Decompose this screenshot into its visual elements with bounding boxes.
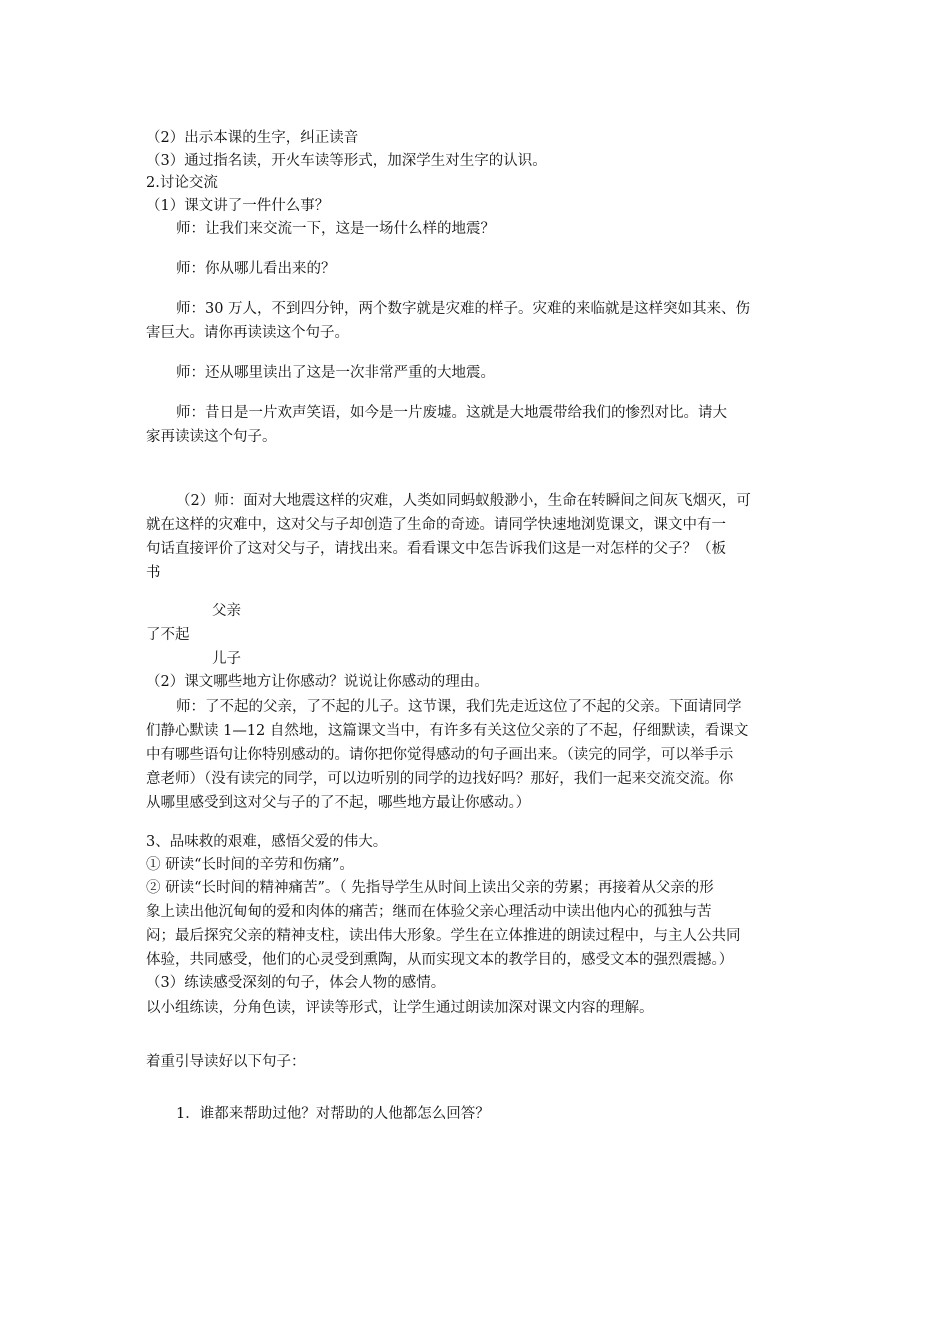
text-line: 闷；最后探究父亲的精神支柱，读出伟大形象。学生在立体推进的朗读过程中，与主人公共同: [146, 928, 741, 944]
board-item-son: 儿子: [212, 651, 241, 667]
text-line: （2）出示本课的生字，纠正读音: [146, 130, 359, 146]
list-item: 1．谁都来帮助过他？对帮助的人他都怎么回答？: [176, 1106, 490, 1122]
text-line: 书: [146, 565, 161, 581]
text-line: 着重引导读好以下句子：: [146, 1054, 306, 1070]
text-line: （2）师：面对大地震这样的灾难，人类如同蚂蚁般渺小，生命在转瞬间之间灰飞烟灭，可: [176, 493, 751, 509]
section-heading: 3、品味救的艰难，感悟父爱的伟大。: [146, 834, 388, 850]
text-line: 从哪里感受到这对父与子的了不起，哪些地方最让你感动。）: [146, 795, 531, 811]
text-line: 师：昔日是一片欢声笑语，如今是一片废墟。这就是大地震带给我们的惨烈对比。请大: [176, 405, 727, 421]
text-line: 师：了不起的父亲，了不起的儿子。这节课，我们先走近这位了不起的父亲。下面请同学: [176, 699, 742, 715]
text-line: 中有哪些语句让你特别感动的。请你把你觉得感动的句子画出来。（读完的同学，可以举手示: [146, 747, 734, 763]
text-line: 体验，共同感受，他们的心灵受到熏陶，从而实现文本的教学目的，感受文本的强烈震撼。）: [146, 952, 734, 968]
text-line: 以小组练读，分角色读，评读等形式，让学生通过朗读加深对课文内容的理解。: [146, 1000, 654, 1016]
board-item-great: 了不起: [146, 627, 190, 643]
text-line: 害巨大。请你再读读这个句子。: [146, 325, 349, 341]
text-line: 句话直接评价了这对父与子，请找出来。看看课文中怎告诉我们这是一对怎样的父子？（板: [146, 541, 726, 557]
text-line: ① 研读“长时间的辛劳和伤痛”。: [146, 857, 354, 873]
board-item-father: 父亲: [212, 603, 241, 619]
text-line: 们静心默读 1—12 自然地，这篇课文当中，有许多有关这位父亲的了不起，仔细默读，看课文: [146, 723, 749, 739]
text-line: （2）课文哪些地方让你感动？说说让你感动的理由。: [146, 674, 489, 690]
text-line: ② 研读“长时间的精神痛苦”。（ 先指导学生从时间上读出父亲的劳累；再接着从父亲的形: [146, 880, 714, 896]
text-line: 师：30 万人，不到四分钟，两个数字就是灾难的样子。灾难的来临就是这样突如其来、伤: [176, 301, 751, 317]
text-line: （1）课文讲了一件什么事？: [146, 198, 330, 214]
section-heading: 2.讨论交流: [146, 175, 218, 191]
text-line: 师：让我们来交流一下，这是一场什么样的地震？: [176, 221, 495, 237]
text-line: 象上读出他沉甸甸的爱和肉体的痛苦；继而在体验父亲心理活动中读出他内心的孤独与苦: [146, 904, 712, 920]
text-line: 师：你从哪儿看出来的？: [176, 261, 336, 277]
text-line: （3）练读感受深刻的句子，体会人物的感情。: [146, 975, 446, 991]
text-line: 就在这样的灾难中，这对父与子却创造了生命的奇迹。请同学快速地浏览课文，课文中有一: [146, 517, 726, 533]
text-line: 意老师）（没有读完的同学，可以边听别的同学的边找好吗？那好，我们一起来交流交流。你: [146, 771, 734, 787]
text-line: （3）通过指名读，开火车读等形式，加深学生对生字的认识。: [146, 153, 547, 169]
text-line: 师：还从哪里读出了这是一次非常严重的大地震。: [176, 365, 495, 381]
text-line: 家再读读这个句子。: [146, 429, 277, 445]
